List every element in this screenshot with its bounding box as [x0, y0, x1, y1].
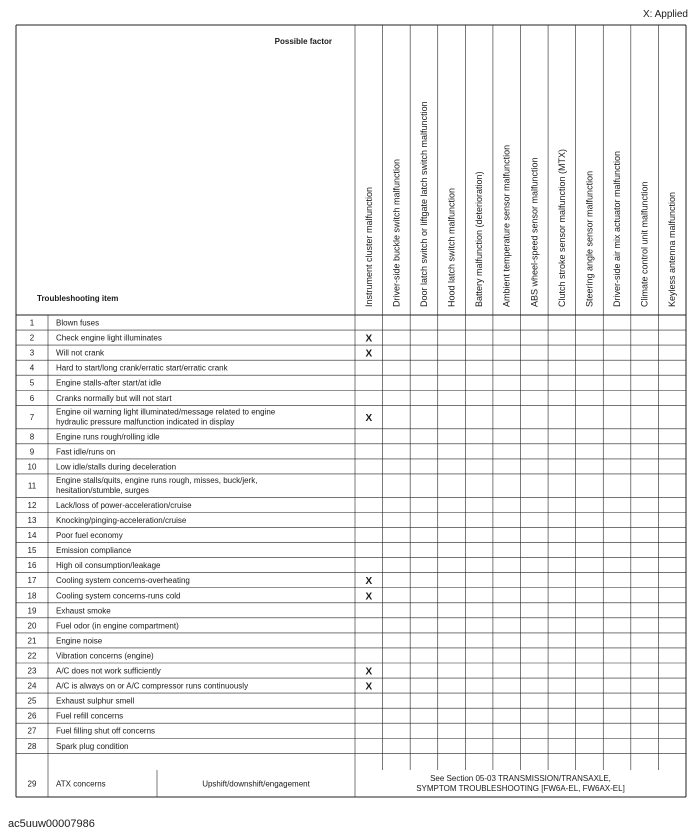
row-item-text: Engine runs rough/rolling idle [56, 432, 160, 442]
row-number: 28 [27, 741, 37, 751]
row-number: 23 [27, 666, 37, 676]
row-item-text: Engine oil warning light illuminated/message related to engine [56, 407, 276, 417]
row-item-text: Fuel refill concerns [56, 711, 124, 721]
row-item-text: High oil consumption/leakage [56, 561, 161, 571]
row-number: 10 [27, 462, 37, 472]
legend: X: Applied [642, 9, 688, 20]
row-number: 18 [27, 591, 37, 601]
row-item-text: hesitation/stumble, surges [56, 485, 149, 495]
column-header: Driver-side buckle switch malfunction [391, 158, 402, 307]
row-item-text: Engine stalls-after start/at idle [56, 378, 162, 388]
column-header: Steering angle sensor malfunction [584, 170, 595, 307]
column-header: Climate control unit malfunction [639, 181, 650, 307]
column-header: Instrument cluster malfunction [363, 186, 374, 307]
column-header: Keyless antenna malfunction [667, 191, 678, 307]
figure-id: ac5uuw00007986 [8, 818, 95, 830]
row-number: 14 [27, 531, 37, 541]
row-item-text: Engine noise [56, 636, 103, 646]
row-item-text: A/C is always on or A/C compressor runs continuously [56, 681, 249, 691]
row-item-text: Cranks normally but will not start [56, 393, 172, 403]
row-number: 8 [29, 432, 35, 442]
row-item-text: Vibration concerns (engine) [56, 651, 154, 661]
applied-mark: X [365, 333, 373, 345]
column-header: ABS wheel-speed sensor malfunction [529, 157, 540, 307]
row-subitem-text: Upshift/downshift/engagement [202, 779, 310, 789]
row-number: 21 [27, 636, 37, 646]
row-item-text: Fuel filling shut off concerns [56, 726, 156, 736]
applied-mark: X [365, 576, 373, 588]
row-number: 25 [27, 696, 37, 706]
row-item-text: Lack/loss of power-acceleration/cruise [56, 500, 192, 510]
row-number: 19 [27, 606, 37, 616]
row-number: 12 [27, 500, 37, 510]
row-number: 6 [29, 393, 35, 403]
row-number: 24 [27, 681, 37, 691]
row-item-text: Knocking/pinging-acceleration/cruise [56, 516, 187, 526]
row-number: 3 [29, 348, 35, 358]
row-number: 27 [27, 726, 37, 736]
row-item-text: Low idle/stalls during deceleration [56, 462, 177, 472]
row-item-text: ATX concerns [56, 779, 106, 789]
row-item-text: Check engine light illuminates [56, 333, 162, 343]
troubleshooting-item-label: Troubleshooting item [37, 294, 119, 303]
row-number: 15 [27, 546, 37, 556]
row-item-text: Exhaust sulphur smell [56, 696, 135, 706]
row-number: 13 [27, 516, 37, 526]
applied-mark: X [365, 681, 373, 693]
row-item-text: Cooling system concerns-overheating [56, 576, 190, 586]
row-number: 11 [27, 481, 37, 491]
row-item-text: Cooling system concerns-runs cold [56, 591, 181, 601]
row-number: 26 [27, 711, 37, 721]
row-number: 20 [27, 621, 37, 631]
row-number: 4 [29, 363, 35, 373]
row-item-text: Poor fuel economy [56, 531, 123, 541]
row-number: 7 [29, 413, 35, 423]
row-item-text: hydraulic pressure malfunction indicated in display [56, 417, 235, 427]
column-header: Battery malfunction (deterioration) [474, 171, 485, 307]
row-item-text: Fast idle/runs on [56, 447, 116, 457]
column-header: Ambient temperature sensor malfunction [501, 144, 512, 307]
row-number: 16 [27, 561, 37, 571]
possible-factor-label: Possible factor [274, 37, 332, 46]
applied-mark: X [365, 348, 373, 360]
row-number: 22 [27, 651, 37, 661]
row-item-text: Engine stalls/quits, engine runs rough, misses, buck/jerk, [56, 475, 258, 485]
applied-mark: X [365, 413, 373, 425]
applied-mark: X [365, 591, 373, 603]
row-number: 2 [29, 333, 35, 343]
applied-mark: X [365, 666, 373, 678]
row-number: 29 [27, 779, 37, 789]
section-reference-note: SYMPTOM TROUBLESHOOTING [FW6A-EL, FW6AX-EL] [416, 784, 625, 793]
column-header: Clutch stroke sensor malfunction (MTX) [556, 148, 567, 307]
column-header: Driver-side air mix actuator malfunction [612, 150, 623, 307]
row-item-text: Exhaust smoke [56, 606, 111, 616]
column-header: Door latch switch or liftgate latch switch malfunction [418, 101, 429, 307]
row-number: 1 [29, 318, 35, 328]
row-item-text: Hard to start/long crank/erratic start/erratic crank [56, 363, 228, 373]
column-header: Hood latch switch malfunction [446, 187, 457, 307]
row-number: 9 [29, 447, 35, 457]
row-item-text: A/C does not work sufficiently [56, 666, 161, 676]
row-item-text: Blown fuses [56, 318, 100, 328]
row-number: 5 [29, 378, 35, 388]
row-number: 17 [27, 576, 37, 586]
row-item-text: Emission compliance [56, 546, 132, 556]
row-item-text: Spark plug condition [56, 741, 129, 751]
row-item-text: Will not crank [56, 348, 105, 358]
section-reference-note: See Section 05-03 TRANSMISSION/TRANSAXLE, [430, 774, 611, 783]
row-item-text: Fuel odor (in engine compartment) [56, 621, 179, 631]
